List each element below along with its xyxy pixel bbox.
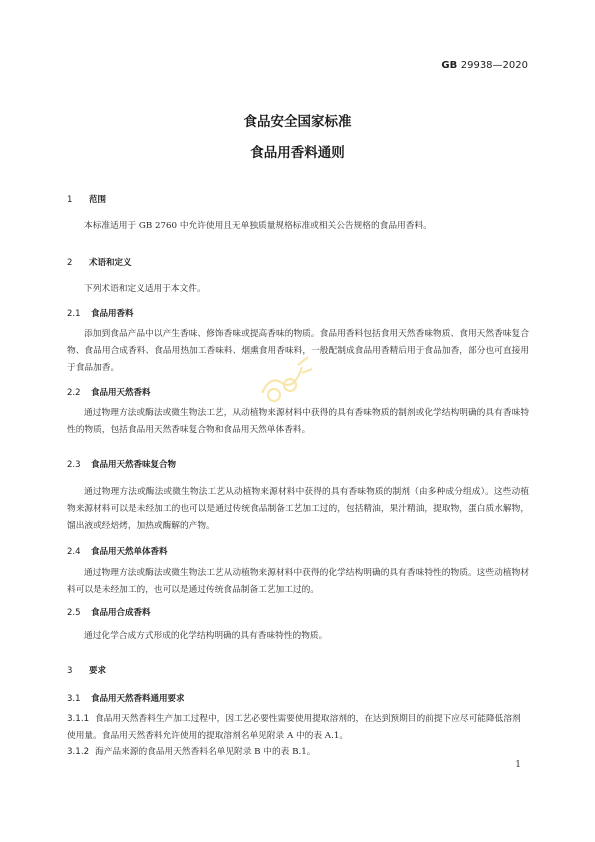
clause-text: 海产品来源的食品用天然香料名单见附录 B 中的表 B.1。 <box>95 747 316 757</box>
section-heading-2-2 <box>67 386 151 398</box>
paragraph-scope <box>67 218 529 235</box>
paragraph-text: 通过化学合成方式形成的化学结构明确的具有香味特性的物质。 <box>84 631 328 641</box>
clause-text: 食品用天然香料生产加工过程中，因工艺必要性需要使用提取溶剂的，在达到预期目的前提下应尽可能降低溶剂使用量。食品用天然香料允许使用的提取溶剂名单见附录 A 中的表 A.1。 <box>67 714 521 741</box>
section-title: 食品用天然香味复合物 <box>91 460 177 470</box>
section-title: 食品用天然香料 <box>91 388 151 398</box>
section-title: 食品用天然香料通用要求 <box>91 694 185 704</box>
section-number: 2.4 <box>67 547 81 557</box>
paragraph-text: 通过物理方法或酶法或微生物法工艺从动植物来源材料中获得的具有香味物质的制剂（由多种成分组成）。这些动植物来源材料可以是未经加工的也可以是通过传统食品制备工艺加工过的，包括精油，果汁精油，提取物，蛋白质水解物，馏出液或经焙烤，加热或酶解的产物。 <box>67 487 529 531</box>
paragraph-text: 通过物理方法或酶法或微生物法工艺从动植物来源材料中获得的化学结构明确的具有香味特性的物质。这些动植物材料可以是未经加工的，也可以是通过传统食品制备工艺加工过的。 <box>67 568 529 595</box>
page-number: 1 <box>515 760 521 770</box>
section-heading-2-4 <box>67 545 168 557</box>
section-heading-3-1 <box>67 692 185 704</box>
section-title: 要求 <box>89 666 107 676</box>
clause-number: 3.1.2 <box>67 747 90 757</box>
section-heading-2-1 <box>67 307 134 319</box>
paragraph-def-2-5 <box>67 628 529 645</box>
clause-3-1-1 <box>67 711 529 745</box>
paragraph-text: 通过物理方法或酶法或微生物法工艺，从动植物来源材料中获得的具有香味物质的制剂或化学结构明确的具有香味特性的物质，包括食品用天然香味复合物和食品用天然单体香料。 <box>67 408 529 435</box>
section-heading-3 <box>67 664 106 676</box>
section-heading-2-3 <box>67 458 176 470</box>
standard-prefix: GB <box>441 60 458 71</box>
section-heading-2-5 <box>67 606 151 618</box>
section-title: 食品用香料 <box>91 309 134 319</box>
standard-number <box>441 60 528 71</box>
paragraph-text: 下列术语和定义适用于本文件。 <box>84 284 206 294</box>
section-number: 1 <box>67 195 73 205</box>
document-title-secondary: 食品用香料通则 <box>250 145 345 161</box>
section-title: 范围 <box>89 195 107 205</box>
section-heading-1 <box>67 193 106 205</box>
clause-3-1-2 <box>67 744 529 761</box>
paragraph-text: 本标准适用于 GB 2760 中允许使用且无单独质量规格标准或相关公告规格的食品用香料。 <box>84 221 432 231</box>
section-number: 2.2 <box>67 388 81 398</box>
paragraph-def-2-3 <box>67 484 529 535</box>
clause-number: 3.1.1 <box>67 714 90 724</box>
paragraph-def-2-4 <box>67 565 529 599</box>
section-number: 3 <box>67 666 73 676</box>
section-heading-2 <box>67 256 132 268</box>
section-number: 2.1 <box>67 309 81 319</box>
document-title-primary: 食品安全国家标准 <box>243 114 352 130</box>
section-title: 食品用合成香料 <box>91 608 151 618</box>
section-title: 术语和定义 <box>89 258 132 268</box>
section-number: 2.3 <box>67 460 81 470</box>
section-number: 2 <box>67 258 73 268</box>
paragraph-terms-intro <box>67 281 529 298</box>
standard-code: 29938—2020 <box>460 60 528 71</box>
section-number: 3.1 <box>67 694 81 704</box>
section-number: 2.5 <box>67 608 81 618</box>
section-title: 食品用天然单体香料 <box>91 547 168 557</box>
paragraph-text: 添加到食品产品中以产生香味、修饰香味或提高香味的物质。食品用香料包括食用天然香味物质、食用天然香味复合物、食品用合成香料、食品用热加工香味料、烟熏食用香味料，一般配制成食品用香精后用于食品加香，部分也可直接用于食品加香。 <box>67 329 529 373</box>
watermark-logo-icon <box>252 345 322 415</box>
